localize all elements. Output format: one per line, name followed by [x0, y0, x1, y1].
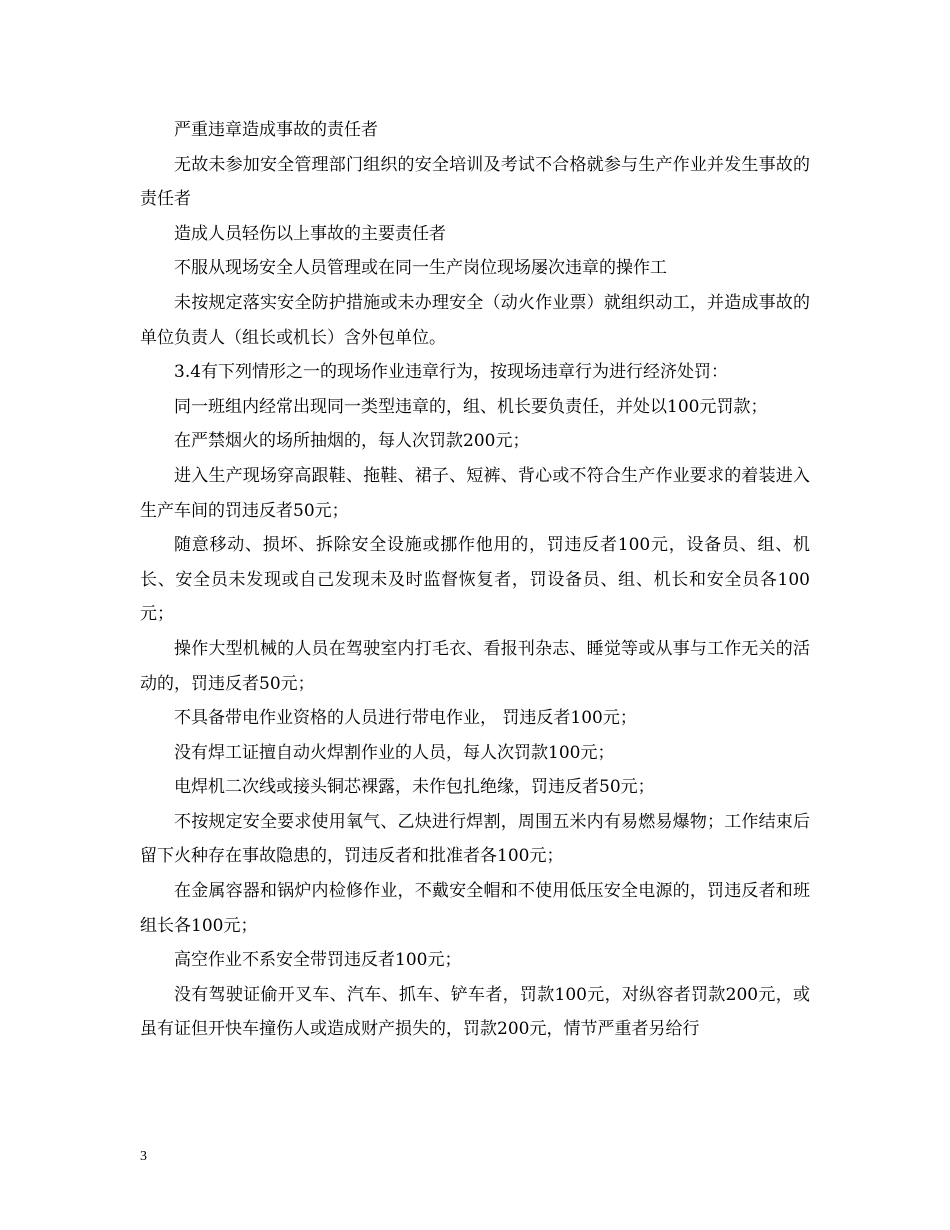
paragraph-12: 不具备带电作业资格的人员进行带电作业， 罚违反者100元； — [174, 708, 637, 729]
paragraph-4: 不服从现场安全人员管理或在同一生产岗位现场屡次违章的操作工 — [174, 258, 667, 279]
paragraph-3: 造成人员轻伤以上事故的主要责任者 — [174, 223, 446, 244]
paragraph-10: 随意移动、损坏、拆除安全设施或挪作他用的，罚违反者100元，设备员、组、机长、安全员未发现或自己发现未及时监督恢复者，罚设备员、组、机长和安全员各100元； — [140, 535, 810, 625]
paragraph-9: 进入生产现场穿高跟鞋、拖鞋、裙子、短裤、背心或不符合生产作业要求的着装进入生产车间的罚违反者50元； — [140, 465, 810, 521]
document-body — [140, 113, 810, 1047]
page-number: 3 — [140, 1149, 147, 1164]
paragraph-5: 未按规定落实安全防护措施或未办理安全（动火作业票）就组织动工，并造成事故的单位负责人（组长或机长）含外包单位。 — [140, 292, 810, 348]
paragraph-11: 操作大型机械的人员在驾驶室内打毛衣、看报刊杂志、睡觉等或从事与工作无关的活动的，罚违反者50元； — [140, 638, 810, 694]
paragraph-13: 没有焊工证擅自动火焊割作业的人员，每人次罚款100元； — [174, 742, 615, 763]
paragraph-8: 在严禁烟火的场所抽烟的，每人次罚款200元； — [174, 431, 530, 452]
paragraph-1: 严重违章造成事故的责任者 — [174, 120, 378, 140]
paragraph-14: 电焊机二次线或接头铜芯裸露，未作包扎绝缘，罚违反者50元； — [174, 777, 655, 798]
paragraph-7: 同一班组内经常出现同一类型违章的，组、机长要负责任，并处以100元罚款； — [174, 396, 768, 417]
paragraph-17: 高空作业不系安全带罚违反者100元； — [174, 950, 462, 971]
paragraph-2: 无故未参加安全管理部门组织的安全培训及考试不合格就参与生产作业并发生事故的责任者 — [140, 154, 810, 210]
paragraph-15: 不按规定安全要求使用氧气、乙炔进行焊割，周围五米内有易燃易爆物；工作结束后留下火种存在事故隐患的，罚违反者和批准者各100元； — [140, 811, 810, 867]
paragraph-18: 没有驾驶证偷开叉车、汽车、抓车、铲车者，罚款100元，对纵容者罚款200元，或虽有证但开快车撞伤人或造成财产损失的，罚款200元，情节严重者另给行 — [140, 984, 810, 1040]
paragraph-16: 在金属容器和锅炉内检修作业，不戴安全帽和不使用低压安全电源的，罚违反者和班组长各100元； — [140, 881, 810, 936]
paragraph-6: 3.4有下列情形之一的现场作业违章行为，按现场违章行为进行经济处罚： — [174, 362, 729, 383]
